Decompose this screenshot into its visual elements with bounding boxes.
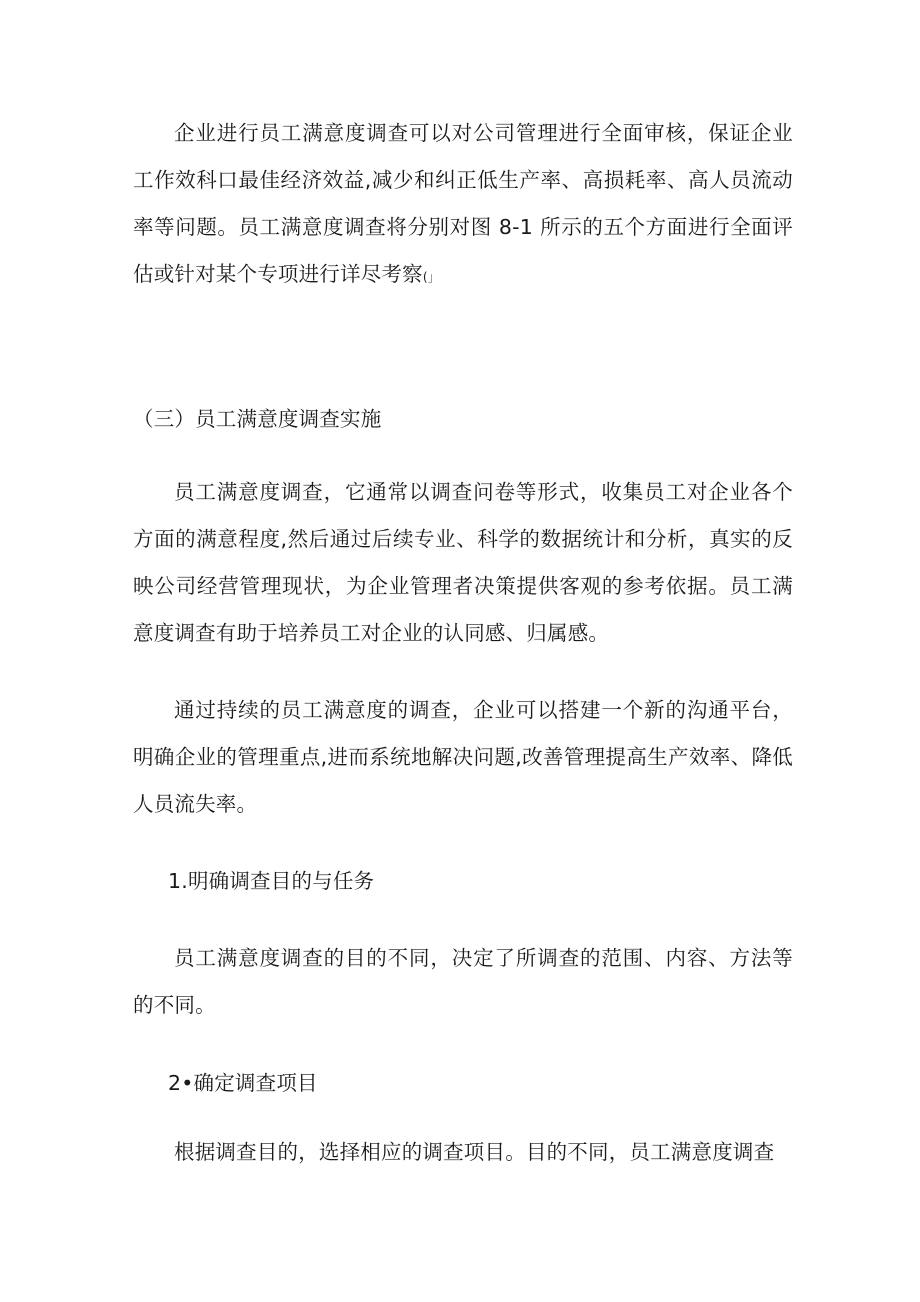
paragraph-intro-text: 企业进行员工满意度调查可以对公司管理进行全面审核，保证企业工作效科口最佳经济效益,减少和纠正低生产率、高损耗率、高人员流动率等问题。员工满意度调查将分别对图 8-1 所示的五个方面进行全面评估或针对某个专项进行详尽考察 [133,121,793,286]
subheading-2: 2•确定调查项目 [168,1071,318,1095]
paragraph-purpose: 员工满意度调查的目的不同，决定了所调查的范围、内容、方法等的不同。 [133,946,793,1017]
subheading-1: 1.明确调查目的与任务 [168,869,375,893]
section-heading: （三）员工满意度调查实施 [133,407,382,431]
paragraph-items: 根据调查目的，选择相应的调查项目。目的不同，员工满意度调查 [174,1140,775,1164]
paragraph-intro [133,110,793,301]
paragraph-continuous-survey: 通过持续的员工满意度的调查，企业可以搭建一个新的沟通平台，明确企业的管理重点,进而系统地解决问题,改善管理提高生产效率、降低人员流失率。 [133,698,793,816]
paragraph-survey-definition: 员工满意度调查，它通常以调查问卷等形式，收集员工对企业各个方面的满意程度,然后通过后续专业、科学的数据统计和分析，真实的反映公司经营管理现状，为企业管理者决策提供客观的参考依据。员工满意度调查有助于培养员工对企业的认同感、归属感。 [133,480,793,645]
reference-mark: (」 [422,270,440,284]
